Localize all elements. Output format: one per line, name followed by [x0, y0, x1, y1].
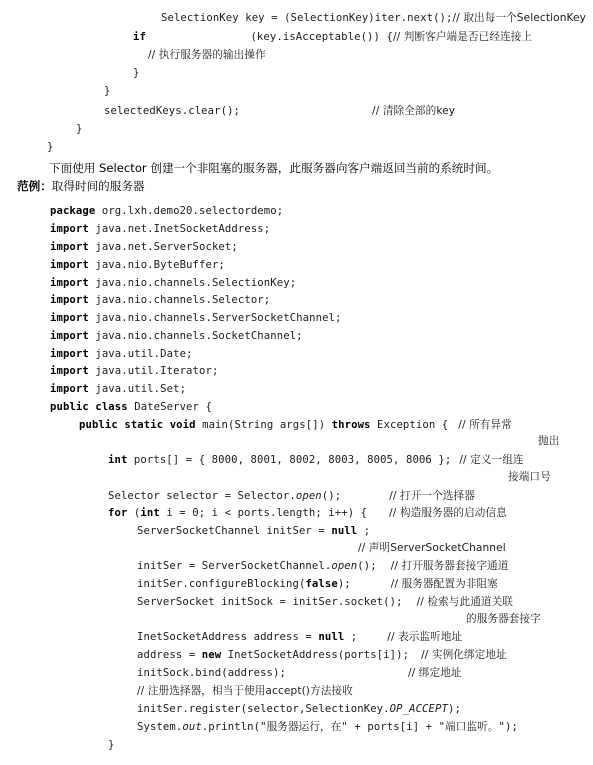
main-code-line	[50, 276, 296, 291]
code-text: }	[76, 123, 83, 135]
code-keyword: null	[331, 525, 358, 537]
code-text: org.lxh.demo20.selectordemo;	[95, 205, 284, 217]
code-keyword: throws	[331, 419, 371, 431]
code-text: ;	[357, 525, 371, 537]
code-text: (	[127, 507, 141, 519]
main-code-line	[538, 434, 559, 449]
code-comment: 抛出	[538, 435, 560, 447]
code-text: i = 0; i < ports.length; i++) {	[159, 507, 368, 519]
main-code-line	[50, 347, 193, 362]
code-keyword: import	[50, 223, 89, 235]
code-text: initSer.configureBlocking(	[137, 578, 306, 590]
code-comment: // 判断客户端是否已经连接上	[392, 31, 533, 43]
main-code-line	[137, 595, 513, 610]
code-comment: // 声明ServerSocketChannel	[358, 542, 506, 554]
code-text: }	[108, 739, 115, 751]
example-heading	[17, 178, 145, 194]
code-keyword: import	[50, 312, 89, 324]
code-keyword: import	[50, 259, 89, 271]
main-code-line	[137, 559, 508, 574]
code-text: ServerSocketChannel initSer =	[137, 525, 332, 537]
code-keyword: for	[108, 507, 128, 519]
code-keyword: import	[50, 383, 89, 395]
code-comment: // 取出每一个SelectionKey	[452, 12, 587, 24]
code-text: );	[337, 578, 351, 590]
code-comment: 的服务器套接字	[466, 613, 541, 625]
example-title: 取得时间的服务器	[51, 179, 145, 193]
code-keyword: public class	[50, 401, 128, 413]
code-text: java.util.Set;	[88, 383, 187, 395]
code-text: ();	[321, 490, 342, 502]
main-code-line	[137, 666, 462, 681]
main-code-line	[50, 400, 212, 415]
top-code-line	[104, 11, 586, 26]
code-comment: // 打开服务器套接字通道	[390, 560, 509, 572]
code-text: initSock.bind(address);	[137, 667, 286, 679]
top-code-line	[104, 104, 455, 119]
code-text: main(String args[])	[195, 419, 332, 431]
code-text: java.nio.ByteBuffer;	[88, 259, 225, 271]
code-keyword: false	[305, 578, 338, 590]
main-code-line	[50, 311, 342, 326]
main-code-line	[108, 506, 507, 521]
main-code-line	[50, 204, 283, 219]
code-comment: // 检索与此通道关联	[416, 596, 513, 608]
code-text: address =	[137, 649, 202, 661]
code-keyword: import	[50, 330, 89, 342]
code-text: initSer.register(selector,SelectionKey.	[137, 703, 390, 715]
code-text: InetSocketAddress address =	[137, 631, 319, 643]
code-text: InetSocketAddress(ports[i]);	[221, 649, 410, 661]
code-text: (key.isAcceptable()) {	[243, 31, 393, 43]
main-code-line	[50, 258, 225, 273]
code-keyword: import	[50, 348, 89, 360]
code-keyword: package	[50, 205, 96, 217]
main-code-line	[108, 738, 114, 753]
top-code-line	[104, 84, 110, 99]
code-comment: // 定义一组连	[459, 454, 524, 466]
main-code-line	[50, 364, 218, 379]
code-keyword: new	[201, 649, 222, 661]
code-text: java.nio.channels.ServerSocketChannel;	[88, 312, 342, 324]
main-code-line	[50, 382, 186, 397]
main-code-line	[79, 418, 512, 433]
top-code-line	[76, 122, 82, 137]
code-keyword: public static void	[79, 419, 196, 431]
code-comment: // 表示监听地址	[387, 631, 463, 643]
main-code-line	[137, 577, 498, 592]
code-text: ();	[357, 560, 377, 572]
main-code-line	[50, 222, 270, 237]
code-keyword: int	[108, 454, 128, 466]
code-text: selectedKeys.clear();	[104, 105, 241, 117]
top-code-line	[148, 48, 266, 63]
main-code-line	[508, 470, 551, 485]
example-label: 范例：	[17, 179, 52, 193]
main-code-line	[50, 293, 270, 308]
code-comment: // 注册选择器，相当于使用accept()方法接收	[137, 685, 353, 697]
code-keyword: int	[140, 507, 160, 519]
code-keyword: if	[133, 31, 146, 43]
code-text: java.util.Iterator;	[88, 365, 219, 377]
main-code-line	[137, 524, 370, 539]
code-text: Exception {	[370, 419, 449, 431]
code-text: SelectionKey key = (SelectionKey)iter.next();	[161, 12, 453, 24]
code-text: initSer = ServerSocketChannel.	[137, 560, 332, 572]
code-text: out	[182, 721, 202, 733]
code-keyword: null	[318, 631, 345, 643]
code-text: java.nio.channels.SocketChannel;	[88, 330, 303, 342]
code-text: java.net.InetSocketAddress;	[88, 223, 271, 235]
code-comment: // 所有异常	[458, 419, 512, 431]
code-keyword: import	[50, 277, 89, 289]
code-keyword: import	[50, 365, 89, 377]
code-text: open	[331, 560, 358, 572]
code-keyword: import	[50, 241, 89, 253]
code-comment: // 清除全部的key	[372, 105, 456, 117]
code-text: java.util.Date;	[88, 348, 193, 360]
body-paragraph: 下面使用 Selector 创建一个非阻塞的服务器，此服务器向客户端返回当前的系统时间。	[49, 161, 499, 175]
top-code-line	[47, 140, 53, 155]
code-text: OP_ACCEPT	[389, 703, 448, 715]
code-comment: // 服务器配置为非阻塞	[390, 578, 498, 590]
code-text: java.nio.channels.SelectionKey;	[88, 277, 297, 289]
code-comment: // 绑定地址	[408, 667, 462, 679]
code-text: DateServer {	[127, 401, 212, 413]
main-code-line	[108, 489, 475, 504]
code-text: }	[104, 85, 111, 97]
code-text: java.nio.channels.Selector;	[88, 294, 271, 306]
main-code-line	[137, 702, 461, 717]
top-code-line	[133, 30, 532, 45]
code-text: java.net.ServerSocket;	[88, 241, 238, 253]
code-text: ServerSocket initSock = initSer.socket();	[137, 596, 403, 608]
code-text: ports[] = { 8000, 8001, 8002, 8003, 8005, 8006 };	[127, 454, 452, 466]
code-text: }	[47, 141, 54, 153]
code-text: open	[295, 490, 322, 502]
code-text: }	[133, 67, 140, 79]
main-code-line	[137, 648, 507, 663]
code-comment: // 打开一个选择器	[389, 490, 475, 502]
code-keyword: import	[50, 294, 89, 306]
main-code-line	[137, 684, 353, 699]
main-code-line	[358, 541, 506, 556]
main-code-line	[108, 453, 524, 468]
code-text: .println("服务器运行，在" + ports[i] + "端口监听。");	[201, 721, 518, 733]
code-text: ;	[344, 631, 358, 643]
main-code-line	[50, 329, 303, 344]
main-code-line	[50, 240, 238, 255]
main-code-line	[137, 720, 518, 735]
code-text: System.	[137, 721, 183, 733]
code-text: );	[447, 703, 461, 715]
top-code-line	[133, 66, 139, 81]
main-code-line	[137, 630, 462, 645]
code-comment: // 执行服务器的输出操作	[148, 49, 266, 61]
code-comment: // 实例化绑定地址	[421, 649, 507, 661]
code-comment: 接端口号	[508, 471, 551, 483]
code-text: Selector selector = Selector.	[108, 490, 296, 502]
main-code-line	[466, 612, 541, 627]
code-comment: // 构造服务器的启动信息	[389, 507, 507, 519]
